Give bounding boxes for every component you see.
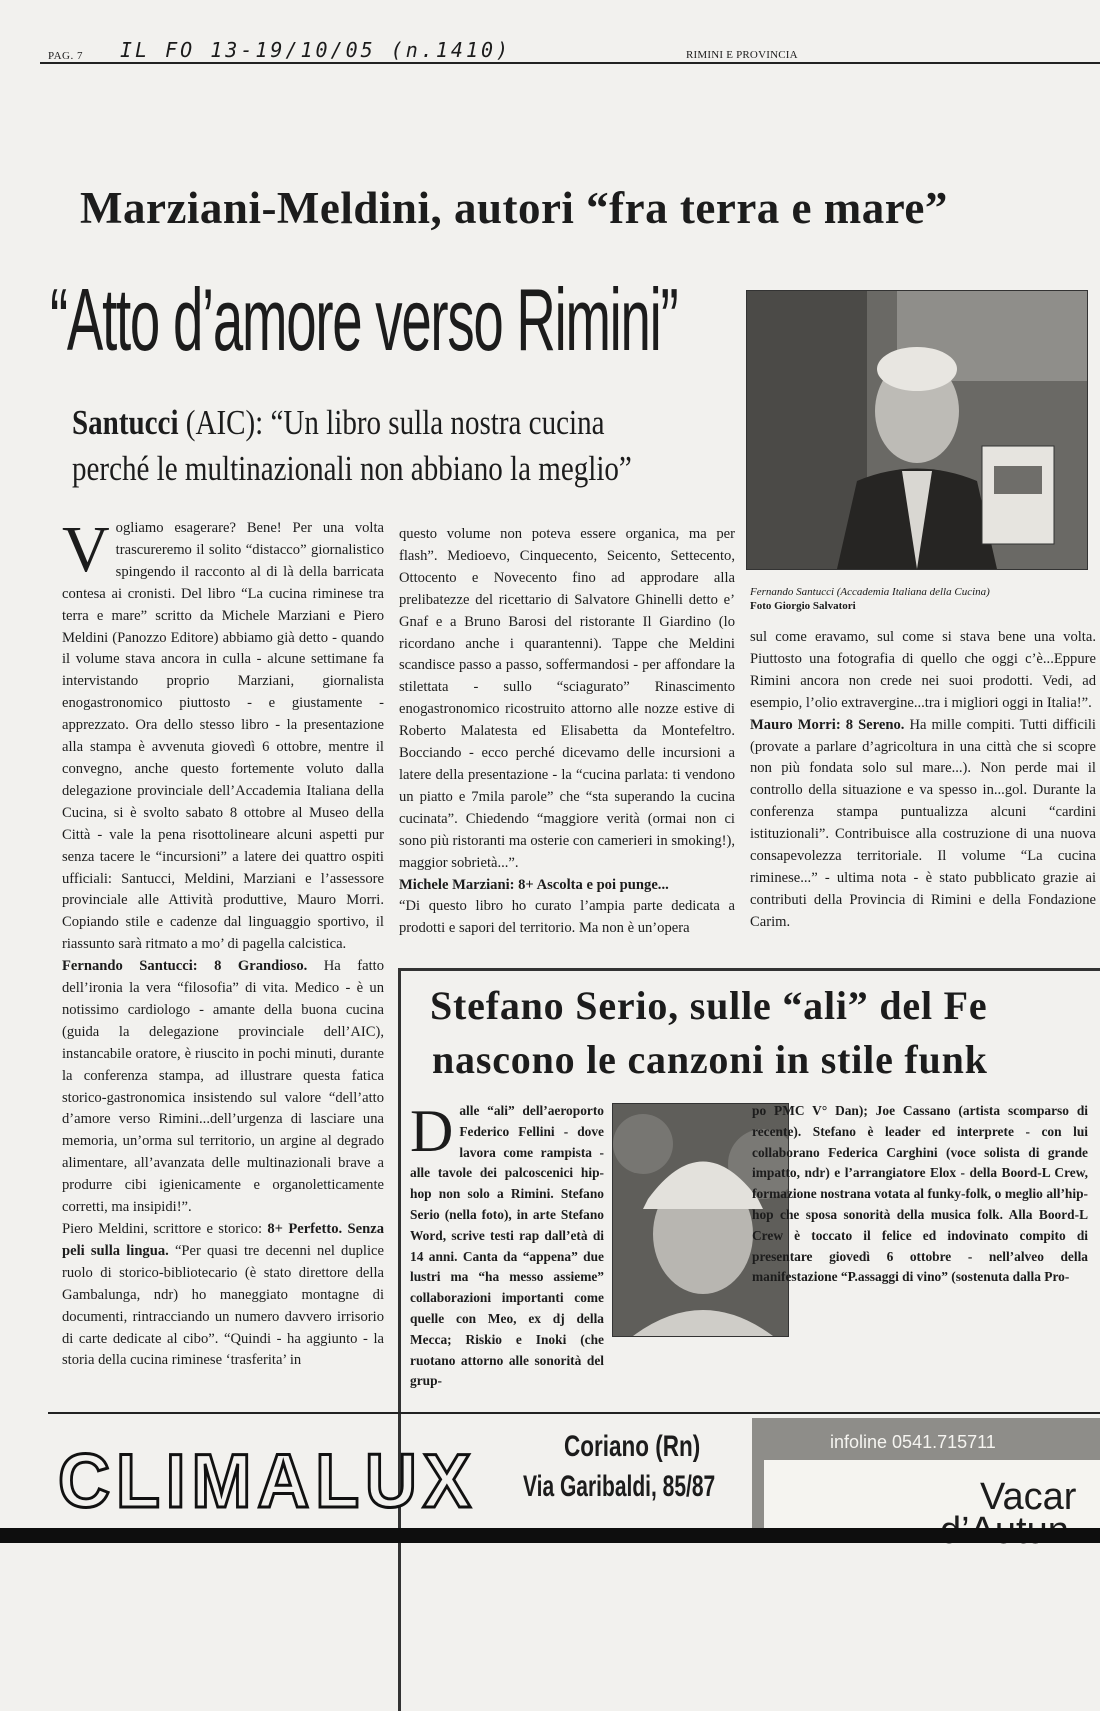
subhead-bold: Santucci: [72, 403, 179, 442]
article2-right-text: po PMC V° Dan); Joe Cassano (artista scomparso di recente). Stefano è leader ed interprete - con lui collaborano Federica Carghini (voce solista di grande impatto, ndr) e l’arrangiatore Elox - della Boord-L Crew, formazione nostrana votata al funky-folk, o meglio all’hip-hop che sposa sonorità della musica folk. Alla Boord-L Crew è toccato il felice ed indovinato compito di presentare giovedì 6 ottobre - nell’alveo della manifestazione “P.assaggi di vino” (sostenuta dalla Pro-: [752, 1103, 1088, 1285]
col1-rating-meldini: 8+ Perfetto. Senza peli sulla lingua.: [62, 1221, 384, 1259]
col1-paragraph-3: “Per quasi tre decenni nel duplice ruolo di storico-bibliotecario (è stato direttore della Gambalunga, ndr) ho maneggiato montagne di documenti, rintracciando un numero davvero irrisorio di carte dedicate al cibo”. “Quindi - ha aggiunto - la storia della cucina riminese ‘trasferita’ in: [62, 1242, 384, 1369]
subhead-line2: perché le multinazionali non abbiano la meglio”: [72, 449, 632, 488]
col3-paragraph-2: Ha mille compiti. Tutti difficili (provate a parlare d’agricoltura in una città che si scopre non più fondata solo sul mare...). Non perde mai il controllo della situazione e va spesso in...gol. Durante la conferenza stampa puntualizza alcuni “cardini istituzionali”. Contribuisce alla costruzione di una nuova consapevolezza territoriale. Il volume “La cucina riminese...” - ultima nota - è stato pubblicato grazie ai contributi della Provincia di Rimini e della Fondazione Carim.: [750, 716, 1096, 930]
article-column-2: [399, 524, 735, 964]
article-column-3: [750, 627, 1096, 963]
caption-name: Fernando Santucci (Accademia Italiana della Cucina): [750, 586, 990, 598]
person-photo-icon: [747, 291, 1087, 569]
ad-infoline: infoline 0541.715711: [830, 1432, 996, 1452]
dropcap: V: [62, 518, 110, 586]
climalux-city: Coriano (Rn): [564, 1430, 701, 1463]
article2-title-line2: nascono le canzoni in stile funk: [432, 1037, 988, 1082]
col2-paragraph-3: “Di questo libro ho curato l’ampia parte dedicata a prodotti e sapori del territorio. Ma non è un’opera: [399, 898, 735, 937]
article-column-1: [62, 518, 384, 1408]
article-kicker: Marziani-Meldini, autori “fra terra e mare”: [80, 183, 948, 233]
article2-column-left: [410, 1101, 604, 1391]
col1-paragraph-1: ogliamo esagerare? Bene! Per una volta trascureremo il solito “distacco” giornalistico spingendo il racconto al di là della barricata contesa ai cronisti. Del libro “La cucina riminese tra terra e mare” scritto da Michele Marziani e Piero Meldini (Panozzo Editore) abbiamo già detto - quando il volume stava ancora in culla - alcune settimane fa intervistando proprio Marziani, giornalista enogastronomico piuttosto - e giustamente - apprezzato. Ora dello stesso libro - la presentazione alla stampa è avvenuta giovedì 6 ottobre, mentre il convegno, anche questo fortemente voluto dalla delegazione provinciale dell’Accademia Italiana della Cucina, si è svolto sabato 8 ottobre al Museo della Città - vale la pena risottolineare alcuni aspetti pur senza tacere le “incursioni” a latere dei quattro ospiti ufficiali: Santucci, Meldini, Marziani e l’assessore provinciale alle Attività produttive, Mauro Morri. Copiando stile e cadenze dal linguaggio sportivo, il riassunto sarà ritmato a mo’ di pagella calcistica.: [62, 520, 384, 953]
ad-vacanze-line1: Vacar: [980, 1476, 1077, 1518]
col3-paragraph-1: sul come eravamo, sul come si stava bene una volta. Piuttosto una fotografia di quello che oggi c’è...Eppure Rimini ancora non crede nei suoi prodotti. Vedi, ad esempio, l’olio extravergine...tra i migliori oggi in Italia!”.: [750, 629, 1096, 711]
section-name: RIMINI E PROVINCIA: [686, 49, 798, 61]
handwritten-annotation: IL FO 13-19/10/05 (n.1410): [120, 38, 512, 62]
subhead-line1: (AIC): “Un libro sulla nostra cucina: [178, 403, 605, 442]
header-rule: [40, 62, 1100, 64]
climalux-logo: CLIMALUX: [58, 1439, 477, 1524]
photo-santucci: [746, 290, 1088, 570]
col1-rating-santucci: Fernando Santucci: 8 Grandioso.: [62, 958, 308, 975]
col1-meldini-intro: Piero Meldini, scrittore e storico:: [62, 1221, 268, 1237]
col3-rating-morri: Mauro Morri: 8 Sereno.: [750, 716, 905, 733]
article-headline: “Atto d’amore verso Rimini”: [50, 270, 678, 369]
caption-credit: Foto Giorgio Salvatori: [750, 600, 856, 612]
climalux-address: Via Garibaldi, 85/87: [523, 1470, 716, 1503]
ads-divider: [48, 1412, 1100, 1414]
article-subhead: [72, 400, 636, 492]
col2-rating-marziani: Michele Marziani: 8+ Ascolta e poi punge...: [399, 876, 669, 893]
page-number: PAG. 7: [48, 50, 83, 62]
bottom-edge: [0, 1528, 1100, 1543]
article2-column-right: [752, 1101, 1088, 1391]
col2-paragraph-1: questo volume non poteva essere organica, ma per flash”. Medioevo, Cinquecento, Seicento, Settecento, Ottocento e Novecento fino ad approdare alla prelibatezze del ricettario di Salvatore Ghinelli detto e’ Gnaf e a Bruno Barosi del ristorante Il Giardino (lo ricordano anche i quarantenni). Tappe che Meldini scandisce passo a passo, soffermandosi - per affondare la stilettata - sullo “sciagurato” Rinascimento enogastronomico ricostruito attorno alle nozze estive di Roberto Malatesta ed Elisabetta da Montefeltro. Bocciando - ecco perché dicevamo delle incursioni a latere della presentazione - la “cucina parlata: ti vendono un piatto e 7mila parole” che “sta superando la cucina cucinata”. Chiedendo “maggiore verità (ormai non ci sono più ristoranti ma osterie con camerieri in smoking!), maggior sobrietà...”.: [399, 526, 735, 871]
photo-caption: [750, 585, 1090, 613]
article2-dropcap: D: [410, 1101, 454, 1164]
col1-paragraph-2: Ha fatto dell’ironia la vera “filosofia” di vita. Medico - è un notissimo cardiologo - amante della buona cucina (guida la delegazione provinciale dell’AIC), instancabile oratore, è riuscito in pochi minuti, durante la conferenza stampa, ad illustrare questa fatica storico-gastronomica insistendo sul valore “dell’atto d’amore verso Rimini...dell’urgenza di lasciare una memoria, un’orma sul territorio, un argine al degrado alimentare, all’avanzata delle multinazionali brave a produrre cibi igienicamente e organoletticamente corretti, ma insipidi!”.: [62, 958, 384, 1216]
article2-title-line1: Stefano Serio, sulle “ali” del Fe: [430, 983, 988, 1028]
article2-left-text: alle “ali” dell’aeroporto Federico Fellini - dove lavora come rampista - alle tavole dei palcoscenici hip-hop non solo a Rimini. Stefano Serio (nella foto), in arte Stefano Word, scrive testi rap dall’età di 14 anni. Canta da “appena” due lustri ma “ha messo assieme” collaborazioni importanti come quelle con Meo, ex dj della Mecca; Riskio e Inoki (che ruotano attorno alle sonorità del grup-: [410, 1103, 604, 1389]
